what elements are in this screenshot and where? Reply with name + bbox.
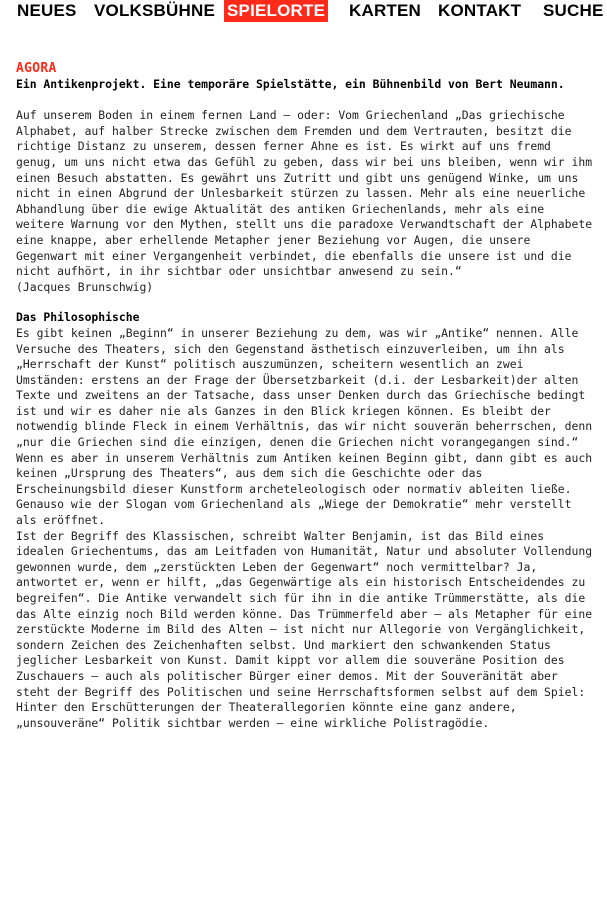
nav-item-spielorte[interactable]: SPIELORTE	[224, 0, 328, 22]
article-title: AGORA	[16, 61, 57, 76]
article-content	[16, 61, 596, 731]
quote-text: Auf unserem Boden in einem fernen Land – oder: Vom Griechenland „Das griechische Alphabet, auf halber Strecke zwischen dem Fremden und dem Vertrauten, besitzt die richtige Distanz zu unserem, dessen ferner Ahne es ist. Es wirkt auf uns fremd genug, um uns nicht etwa das Gefühl zu geben, dass wir bei uns bleiben, wenn wir ihm einen Besuch abstatten. Es gewährt uns Zutritt und gibt uns genügend Winke, um uns nicht in einen Abgrund der Unlesbarkeit stürzen zu lassen. Mehr als eine neuerliche Abhandlung über die ewige Aktualität des antiken Griechenlands, mehr als eine weitere Warnung vor den Mythen, stellt uns die paradoxe Verwandtschaft der Alphabete eine knappe, aber erhellende Metapher jener Beziehung vor Augen, die unsere Gegenwart mit einer Vergangenheit verbindet, die ebenfalls die unsere ist und die nicht aufhört, in ihr sichtbar oder unsichtbar anwesend zu sein.“	[16, 108, 593, 279]
nav-item-karten[interactable]: KARTEN	[349, 1, 422, 20]
nav-item-neues[interactable]: NEUES	[17, 1, 77, 20]
paragraph-1: Es gibt keinen „Beginn“ in unserer Beziehung zu dem, was wir „Antike“ nennen. Alle Versuche des Theaters, sich den Gegenstand ästhetisch einzuverleiben, um ihn als „Herrschaft der Kunst“ politisch auszumünzen, scheitern wesentlich an zwei Umständen: erstens an der Frage der Übersetzbarkeit (d.i. der Lesbarkeit)der alten Texte und zweitens an der Tatsache, dass unser Denken durch das Griechische bedingt ist und wir es daher nie als Ganzes in den Blick kriegen können. Es bleibt der notwendig blinde Fleck in einem Verhältnis, das wir nicht souverän beherrschen, denn „nur die Griechen sind die einzigen, denen die Griechen nicht vorangegangen sind.“	[16, 325, 593, 450]
nav-item-kontakt[interactable]: KONTAKT	[438, 1, 522, 20]
section-heading: Das Philosophische	[16, 310, 140, 325]
paragraph-2: Wenn es aber in unserem Verhältnis zum Antiken keinen Beginn gibt, dann gibt es auch keinen „Ursprung des Theaters“, aus dem sich die Geschichte oder das Erscheinungsbild dieser Kunstform archeteleologisch oder normativ ableiten ließe. Genauso wie der Slogan vom Griechenland als „Wiege der Demokratie“ mehr verstellt als eröffnet.	[16, 450, 593, 528]
paragraph-3: Ist der Begriff des Klassischen, schreibt Walter Benjamin, ist das Bild eines idealen Griechentums, das am Leitfaden von Humanität, Natur und absoluter Vollendung gewonnen wurde, dem „zerstückten Leben der Gegenwart“ noch vermittelbar? Ja, antwortet er, wenn er hilft, „das Gegenwärtige als ein historisch Entscheidendes zu begreifen“. Die Antike verwandelt sich für ihn in die antike Trümmerstätte, als die das Alte einzig noch Bild werden könne. Das Trümmerfeld aber – als Metapher für eine zerstückte Moderne im Bild des Alten – ist nicht nur Allegorie von Vergänglichkeit, sondern Zeichen des Zeichenhaften selbst. Und markiert den schwankenden Status jeglicher Lesbarkeit von Kunst. Damit kippt vor allem die souveräne Position des Zuschauers – auch als politischer Bürger einer demos. Mit der Souveränität aber steht der Begriff des Politischen und seine Herrschaftsformen selbst auf dem Spiel: Hinter den Erschütterungen der Theaterallegorien könnte eine ganz andere, „unsouveräne“ Politik sichtbar werden – eine wirkliche Polistragödie.	[16, 528, 593, 730]
top-navigation	[0, 0, 607, 22]
nav-item-volksbuehne[interactable]: VOLKSBÜHNE	[94, 1, 216, 20]
article-subtitle: Ein Antikenprojekt. Eine temporäre Spielstätte, ein Bühnenbild von Bert Neumann.	[16, 76, 565, 91]
nav-item-suche[interactable]: SUCHE	[543, 1, 604, 20]
quote-author: (Jacques Brunschwig)	[16, 279, 154, 294]
